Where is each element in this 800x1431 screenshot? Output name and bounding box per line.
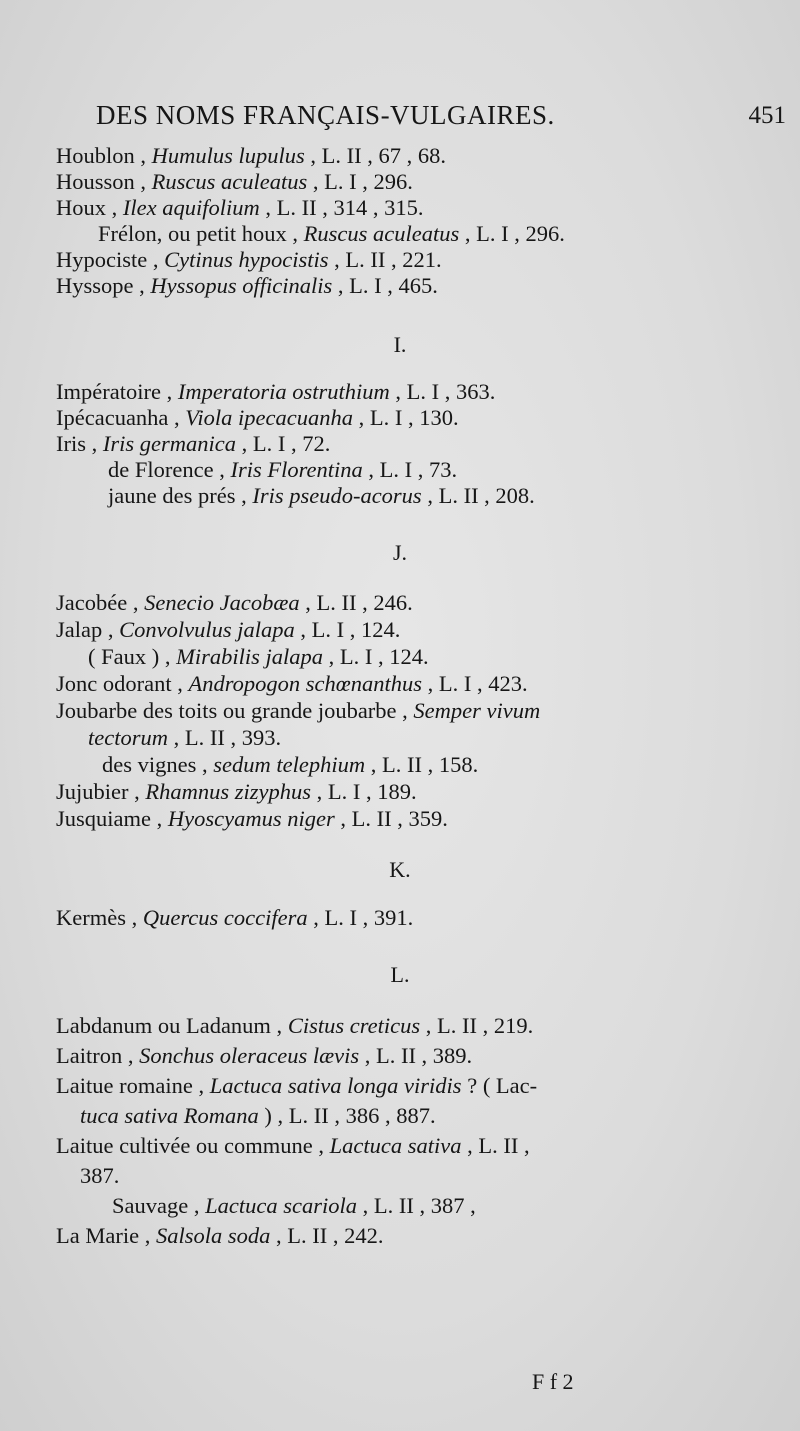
section-letter-k: K. [389,857,411,882]
entry-laitue-romaine: Laitue romaine , Lactuca sativa longa viridis ? ( Lac- [56,1073,538,1098]
entry-laitron: Laitron , Sonchus oleraceus lævis , L. II , 389. [56,1043,473,1068]
signature-mark: F f 2 [532,1369,574,1394]
entry-laitue-romaine-cont: tuca sativa Romana ) , L. II , 386 , 887. [80,1103,436,1128]
entry-la-marie: La Marie , Salsola soda , L. II , 242. [56,1223,384,1248]
entry-ipecacuanha: Ipécacuanha , Viola ipecacuanha , L. I , 130. [56,405,459,430]
entry-laitue-cultivee: Laitue cultivée ou commune , Lactuca sativa , L. II , [56,1133,530,1158]
entry-iris-jaune: jaune des prés , Iris pseudo-acorus , L. II , 208. [108,483,535,508]
entry-laitue-cultivee-cont: 387. [80,1163,120,1188]
entry-iris-florence: de Florence , Iris Florentina , L. I , 73. [108,457,458,482]
entry-imperatoire: Impératoire , Imperatoria ostruthium , L. I , 363. [56,379,496,404]
entry-hypociste: Hypociste , Cytinus hypocistis , L. II , 221. [56,247,442,272]
entry-joubarbe-cont: tectorum , L. II , 393. [88,725,282,750]
page-number: 451 [748,102,786,129]
entry-laitue-sauvage: Sauvage , Lactuca scariola , L. II , 387 , [112,1193,476,1218]
entry-hyssope: Hyssope , Hyssopus officinalis , L. I , 465. [56,273,438,298]
entry-houblon: Houblon , Humulus lupulus , L. II , 67 , 68. [56,143,446,168]
entry-jusquiame: Jusquiame , Hyoscyamus niger , L. II , 359. [56,806,448,831]
entry-joubarbe-vignes: des vignes , sedum telephium , L. II , 158. [102,752,479,777]
section-letter-l: L. [390,962,410,987]
entry-faux-jalap: ( Faux ) , Mirabilis jalapa , L. I , 124. [88,644,429,669]
entry-jalap: Jalap , Convolvulus jalapa , L. I , 124. [56,617,401,642]
entry-joubarbe: Joubarbe des toits ou grande joubarbe , Semper vivum [56,698,541,723]
entry-jujubier: Jujubier , Rhamnus zizyphus , L. I , 189. [56,779,417,804]
running-header [96,100,786,134]
entry-frelon: Frélon, ou petit houx , Ruscus aculeatus , L. I , 296. [98,221,565,246]
entry-labdanum: Labdanum ou Ladanum , Cistus creticus , L. II , 219. [56,1013,534,1038]
entry-houx: Houx , Ilex aquifolium , L. II , 314 , 315. [56,195,424,220]
entry-iris: Iris , Iris germanica , L. I , 72. [56,431,331,456]
entry-jacobee: Jacobée , Senecio Jacobæa , L. II , 246. [56,590,413,615]
entry-kermes: Kermès , Quercus coccifera , L. I , 391. [56,905,414,930]
entry-jonc-odorant: Jonc odorant , Andropogon schœnanthus , L. I , 423. [56,671,528,696]
entry-housson: Housson , Ruscus aculeatus , L. I , 296. [56,169,413,194]
section-letter-i: I. [393,332,407,357]
header-title: DES NOMS FRANÇAIS-VULGAIRES. [96,100,555,130]
section-letter-j: J. [392,540,408,565]
